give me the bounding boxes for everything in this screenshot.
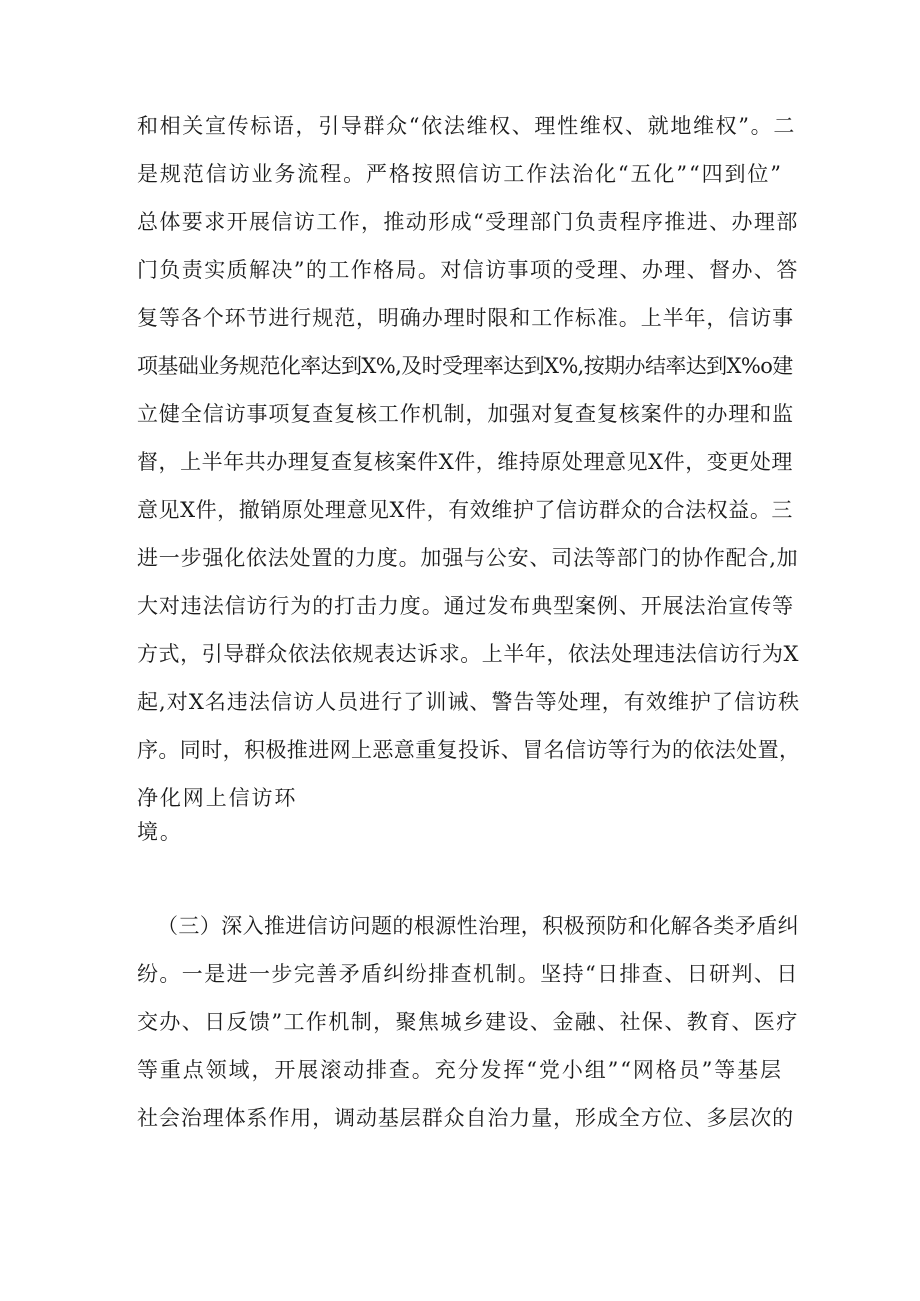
paragraph-line: 复等各个环节进行规范，明确办理时限和工作标准。上半年，信访事: [137, 306, 794, 330]
paragraph-line: 立健全信访事项复查复核工作机制，加强对复查复核案件的办理和监: [137, 402, 794, 426]
paragraph-line: 门负责实质解决”的工作格局。对信访事项的受理、办理、督办、答: [137, 258, 799, 282]
paragraph-line: 进一步强化依法处置的力度。加强与公安、司法等部门的协作配合,加: [137, 546, 799, 570]
paragraph-line: 交办、日反馈”工作机制，聚焦城乡建设、金融、社保、教育、医疗: [137, 1010, 799, 1034]
paragraph-line: 方式，引导群众依法依规表达诉求。上半年，依法处理违法信访行为X: [137, 642, 799, 666]
paragraph-line: 纷。一是进一步完善矛盾纠纷排查机制。坚持“日排查、日研判、日: [137, 962, 799, 986]
paragraph-line: 起,对X名违法信访人员进行了训诫、警告等处理，有效维护了信访秩: [137, 690, 801, 714]
paragraph-line: 总体要求开展信访工作，推动形成“受理部门负责程序推进、办理部: [137, 210, 799, 234]
paragraph-line: 等重点领域，开展滚动排查。充分发挥“党小组”“网格员”等基层: [137, 1058, 783, 1082]
paragraph-line: 序。同时，积极推进网上恶意重复投诉、冒名信访等行为的依法处置，: [137, 738, 801, 762]
paragraph-line: 大对违法信访行为的打击力度。通过发布典型案例、开展法治宣传等: [137, 594, 794, 618]
paragraph-line: 是规范信访业务流程。严格按照信访工作法治化“五化”“四到位”: [137, 162, 783, 186]
paragraph-line: 净化网上信访环: [137, 786, 298, 810]
section-heading-line: （三）深入推进信访问题的根源性治理，积极预防和化解各类矛盾纠: [157, 914, 799, 938]
paragraph-line: 社会治理体系作用，调动基层群众自治力量，形成全方位、多层次的: [137, 1106, 794, 1130]
paragraph-line: 意见X件，撤销原处理意见X件，有效维护了信访群众的合法权益。三: [137, 498, 793, 522]
paragraph-line: 境。: [137, 820, 183, 844]
paragraph-line: 和相关宣传标语，引导群众“依法维权、理性维权、就地维权”。二: [137, 114, 796, 138]
paragraph-line: 项基础业务规范化率达到X%,及时受理率达到X%,按期办结率达到X%o建: [137, 354, 793, 378]
paragraph-line: 督，上半年共办理复查复核案件X件，维持原处理意见X件，变更处理: [137, 450, 793, 474]
